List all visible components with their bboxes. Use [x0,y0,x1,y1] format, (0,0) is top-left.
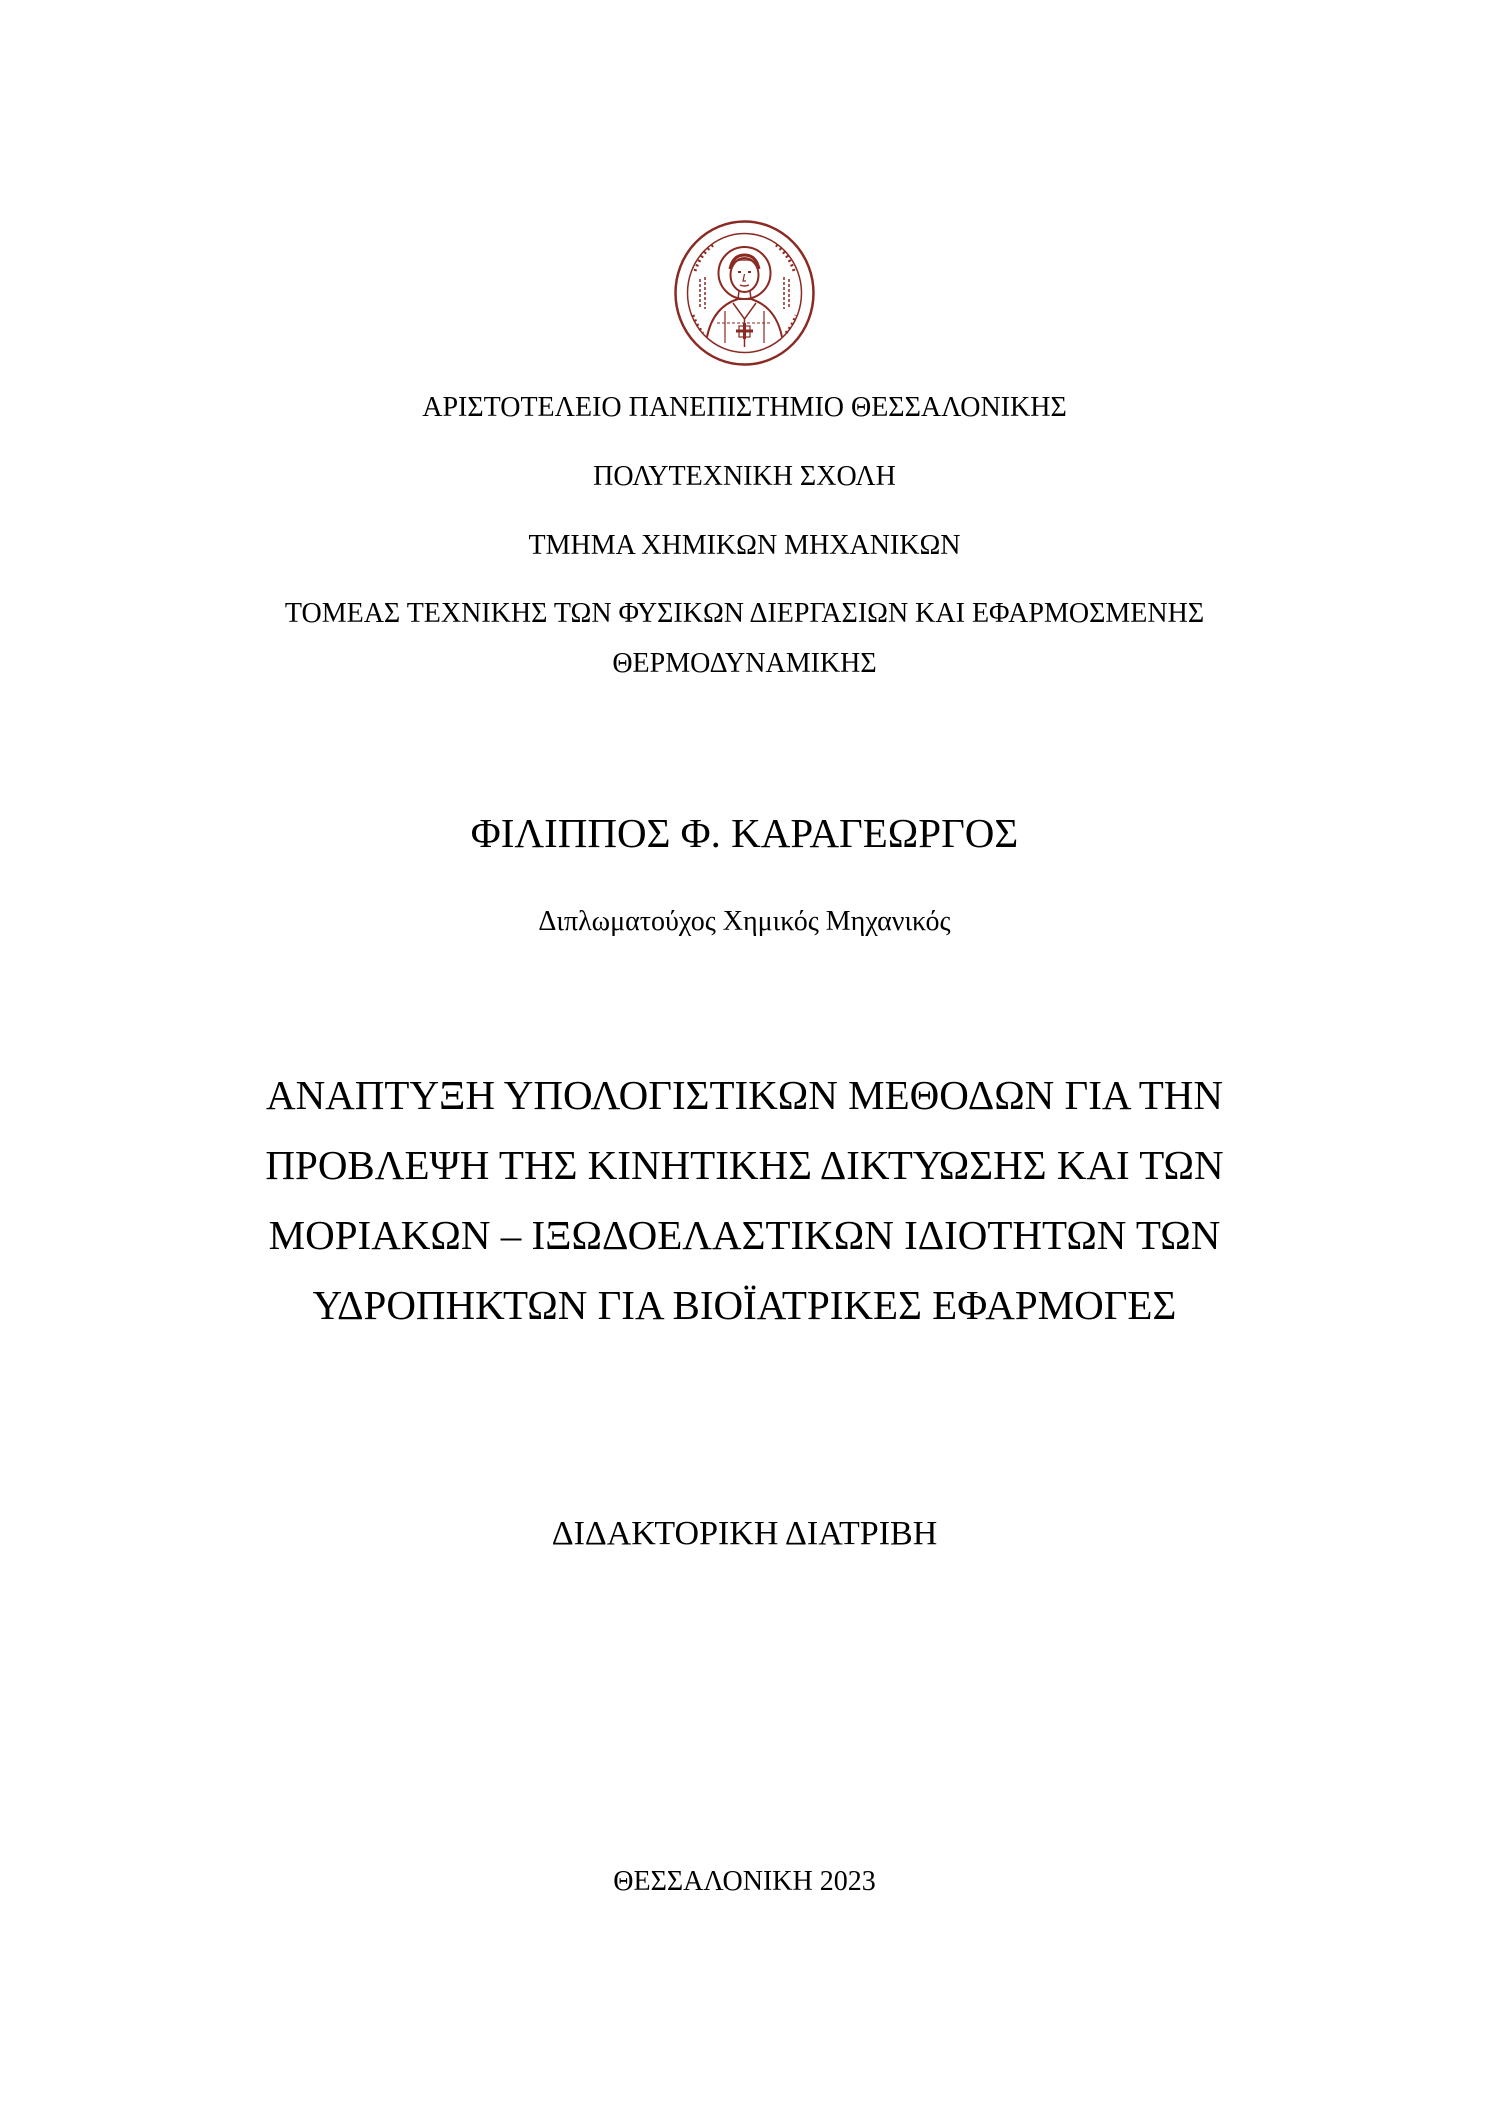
thesis-title [150,1060,1339,1340]
department-name: ΤΜΗΜΑ ΧΗΜΙΚΩΝ ΜΗΧΑΝΙΚΩΝ [528,530,961,561]
university-seal-icon [673,219,816,367]
school-name: ΠΟΛΥΤΕΧΝΙΚΗ ΣΧΟΛΗ [593,461,896,492]
document-type: ΔΙΔΑΚΤΟΡΙΚΗ ΔΙΑΤΡΙΒΗ [551,1515,938,1552]
thesis-title-line: ΠΡΟΒΛΕΨΗ ΤΗΣ ΚΙΝΗΤΙΚΗΣ ΔΙΚΤΥΩΣΗΣ ΚΑΙ ΤΩΝ [265,1142,1224,1188]
author-degree: Διπλωματούχος Χημικός Μηχανικός [538,906,951,937]
thesis-title-line: ΑΝΑΠΤΥΞΗ ΥΠΟΛΟΓΙΣΤΙΚΩΝ ΜΕΘΟΔΩΝ ΓΙΑ ΤΗΝ [265,1072,1224,1118]
place-and-year: ΘΕΣΣΑΛΟΝΙΚΗ 2023 [613,1866,876,1897]
sector-name-line-2: ΘΕΡΜΟΔΥΝΑΜΙΚΗΣ [612,648,877,679]
sector-name-line-1: ΤΟΜΕΑΣ ΤΕΧΝΙΚΗΣ ΤΩΝ ΦΥΣΙΚΩΝ ΔΙΕΡΓΑΣΙΩΝ ΚΑΙ ΕΦΑΡΜΟΣΜΕΝΗΣ [284,598,1205,629]
thesis-title-line: ΜΟΡΙΑΚΩΝ – ΙΞΩΔΟΕΛΑΣΤΙΚΩΝ ΙΔΙΟΤΗΤΩΝ ΤΩΝ [268,1212,1221,1258]
author-name: ΦΙΛΙΠΠΟΣ Φ. ΚΑΡΑΓΕΩΡΓΟΣ [470,810,1019,856]
university-name: ΑΡΙΣΤΟΤΕΛΕΙΟ ΠΑΝΕΠΙΣΤΗΜΙΟ ΘΕΣΣΑΛΟΝΙΚΗΣ [422,392,1067,423]
thesis-title-line: ΥΔΡΟΠΗΚΤΩΝ ΓΙΑ ΒΙΟΪΑΤΡΙΚΕΣ ΕΦΑΡΜΟΓΕΣ [312,1282,1177,1328]
